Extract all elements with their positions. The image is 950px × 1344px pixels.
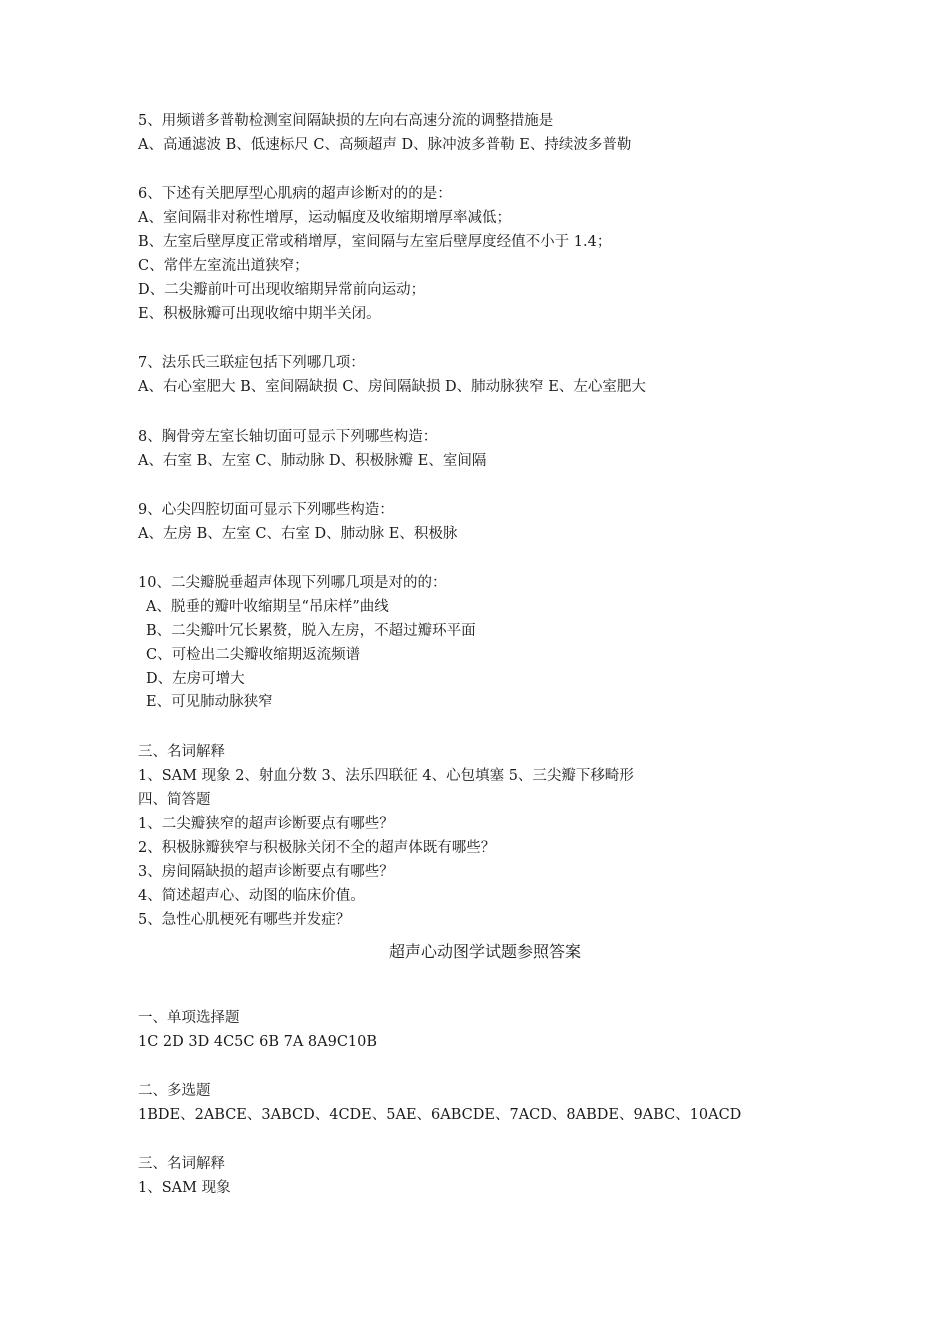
q10-option-a: A、脱垂的瓣叶收缩期呈“吊床样”曲线: [146, 599, 389, 615]
q8-options: A、右室 B、左室 C、肺动脉 D、积极脉瓣 E、室间隔: [138, 453, 487, 469]
section4-item-3: 3、房间隔缺损的超声诊断要点有哪些？: [138, 864, 394, 880]
q10-option-d: D、左房可增大: [146, 671, 245, 687]
q8-question: 8、胸骨旁左室长轴切面可显示下列哪些构造：: [138, 429, 438, 445]
q10-option-e: E、可见肺动脉狭窄: [146, 694, 273, 710]
q9-question: 9、心尖四腔切面可显示下列哪些构造：: [138, 502, 394, 518]
section4-item-2: 2、积极脉瓣狭窄与积极脉关闭不全的超声体既有哪些？: [138, 840, 496, 856]
section4-heading: 四、简答题: [138, 792, 211, 808]
section4-item-4: 4、简述超声心、动图的临床价值。: [138, 888, 365, 904]
q5-question: 5、用频谱多普勒检测室间隔缺损的左向右高速分流的调整措施是: [138, 113, 554, 129]
answers-single-heading: 一、单项选择题: [138, 1010, 240, 1026]
section3-items: 1、SAM 现象 2、射血分数 3、法乐四联征 4、心包填塞 5、三尖瓣下移畸形: [138, 768, 634, 784]
q10-option-b: B、二尖瓣叶冗长累赘，脱入左房，不超过瓣环平面: [146, 623, 476, 639]
q6-option-a: A、室间隔非对称性增厚，运动幅度及收缩期增厚率减低；: [138, 210, 511, 226]
q6-option-e: E、积极脉瓣可出现收缩中期半关闭。: [138, 306, 381, 322]
q10-question: 10、二尖瓣脱垂超声体现下列哪几项是对的的：: [138, 575, 447, 591]
q5-options: A、高通滤波 B、低速标尺 C、高频超声 D、脉冲波多普勒 E、持续波多普勒: [138, 137, 632, 153]
answers-single-text: 1C 2D 3D 4C5C 6B 7A 8A9C10B: [138, 1034, 378, 1050]
q6-option-c: C、常伴左室流出道狭窄；: [138, 258, 309, 274]
answers-terms-heading: 三、名词解释: [138, 1156, 225, 1172]
q7-question: 7、法乐氏三联症包括下列哪几项：: [138, 355, 365, 371]
q6-option-b: B、左室后壁厚度正常或稍增厚，室间隔与左室后壁厚度经值不小于 1.4；: [138, 234, 612, 250]
answers-multi-heading: 二、多选题: [138, 1083, 211, 1099]
q6-option-d: D、二尖瓣前叶可出现收缩期异常前向运动；: [138, 282, 426, 298]
q10-option-c: C、可检出二尖瓣收缩期返流频谱: [146, 647, 361, 663]
answers-title: 超声心动图学试题参照答案: [388, 942, 581, 961]
answers-multi-text: 1BDE、2ABCE、3ABCD、4CDE、5AE、6ABCDE、7ACD、8ABDE、9ABC、10ACD: [138, 1107, 742, 1123]
section4-item-5: 5、急性心肌梗死有哪些并发症？: [138, 912, 351, 928]
answers-terms-first: 1、SAM 现象: [138, 1180, 231, 1196]
q9-options: A、左房 B、左室 C、右室 D、肺动脉 E、积极脉: [138, 526, 458, 542]
q6-question: 6、下述有关肥厚型心肌病的超声诊断对的的是：: [138, 186, 452, 202]
section4-item-1: 1、二尖瓣狭窄的超声诊断要点有哪些？: [138, 816, 394, 832]
section3-heading: 三、名词解释: [138, 744, 225, 760]
q7-options: A、右心室肥大 B、室间隔缺损 C、房间隔缺损 D、肺动脉狭窄 E、左心室肥大: [138, 379, 646, 395]
